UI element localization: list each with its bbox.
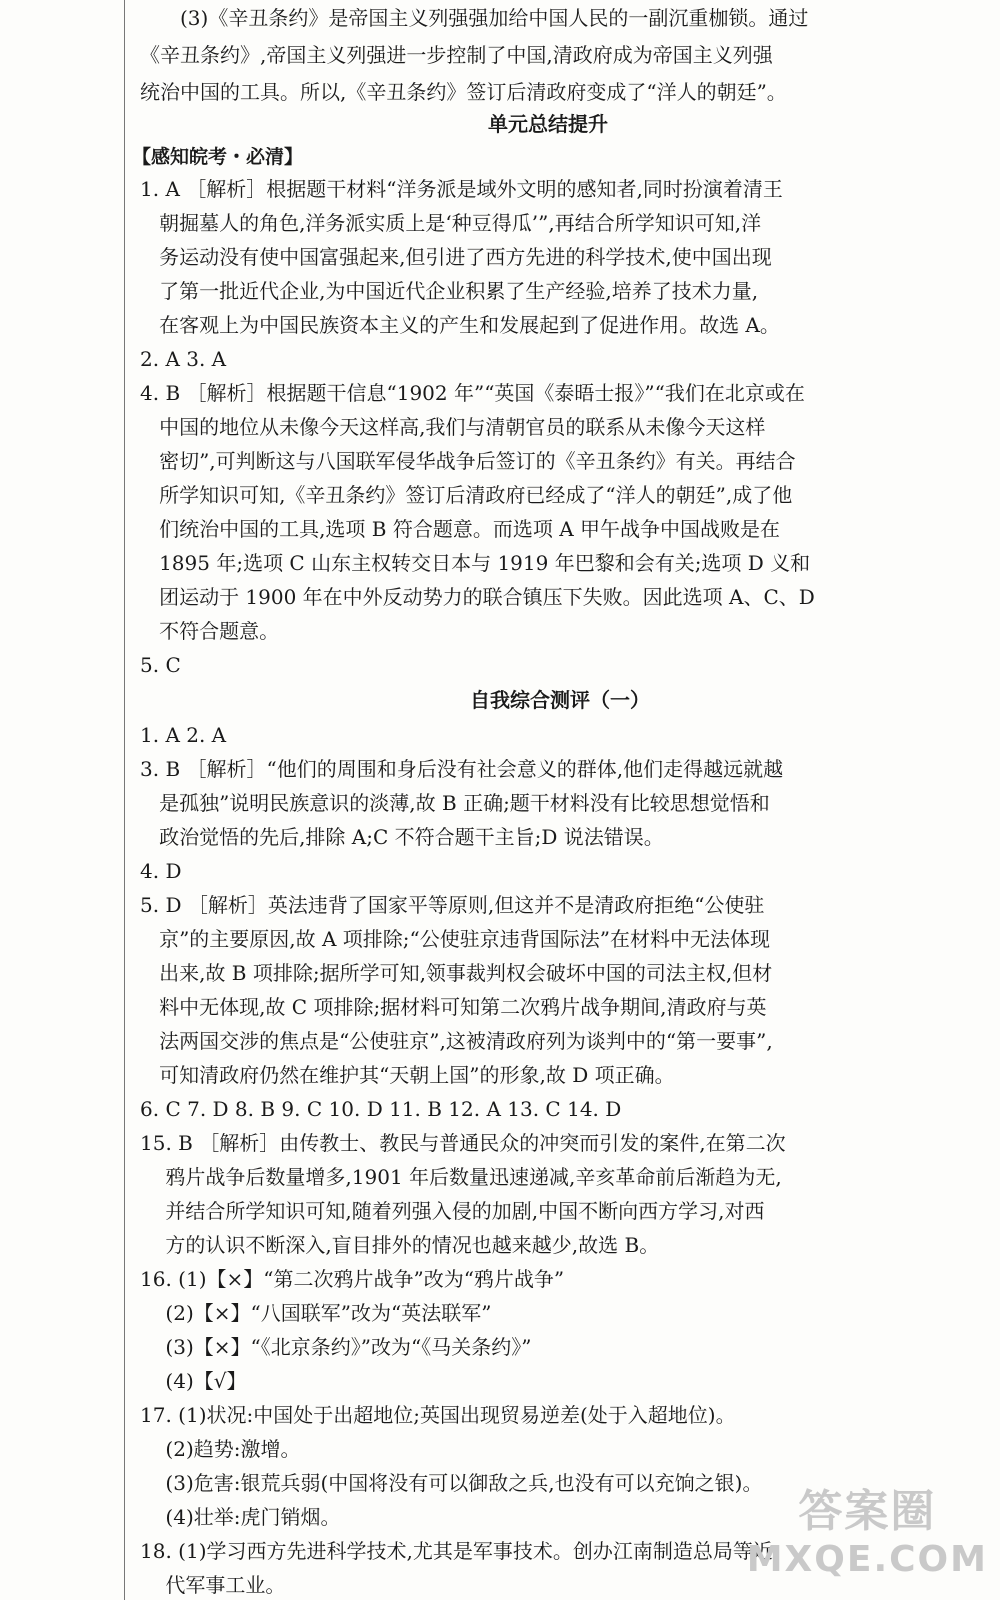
- answer-line: 5. D ［解析］英法违背了国家平等原则,但这并不是清政府拒绝“公使驻: [140, 893, 765, 917]
- watermark-en: MXQE.COM: [746, 1539, 988, 1580]
- answer-line: 5. C: [140, 653, 181, 677]
- answer-line: 1. A ［解析］根据题干材料“洋务派是域外文明的感知者,同时扮演着清王: [140, 177, 783, 201]
- margin-rule: [124, 0, 125, 1600]
- answer-line: 出来,故 B 项排除;据所学可知,领事裁判权会破坏中国的司法主权,但材: [140, 961, 773, 985]
- answer-line: 代军事工业。: [140, 1573, 286, 1597]
- answer-line: (3)危害:银荒兵弱(中国将没有可以御敌之兵,也没有可以充饷之银)。: [140, 1471, 763, 1495]
- answer-line: 朝掘墓人的角色,洋务派实质上是‘种豆得瓜’”,再结合所学知识可知,洋: [140, 211, 762, 235]
- answer-line: 方的认识不断深入,盲目排外的情况也越来越少,故选 B。: [140, 1233, 660, 1257]
- answer-line: 法两国交涉的焦点是“公使驻京”,这被清政府列为谈判中的“第一要事”,: [140, 1029, 773, 1053]
- answer-line: 政治觉悟的先后,排除 A;C 不符合题干主旨;D 说法错误。: [140, 825, 664, 849]
- answer-line: 团运动于 1900 年在中外反动势力的联合镇压下失败。因此选项 A、C、D: [140, 585, 815, 609]
- answer-line: (2)【×】“八国联军”改为“英法联军”: [140, 1301, 492, 1325]
- answer-line: (4)壮举:虎门销烟。: [140, 1505, 341, 1529]
- answer-line: 1895 年;选项 C 山东主权转交日本与 1919 年巴黎和会有关;选项 D 义和: [140, 551, 811, 575]
- watermark-logo: [747, 1475, 988, 1580]
- answer-line: 们统治中国的工具,选项 B 符合题意。而选项 A 甲午战争中国战败是在: [140, 517, 780, 541]
- section-subtitle: 【感知皖考・必清】: [132, 146, 304, 168]
- answer-line: 并结合所学知识可知,随着列强入侵的加剧,中国不断向西方学习,对西: [140, 1199, 765, 1223]
- answer-line: 2. A 3. A: [140, 347, 227, 371]
- section-title-unit-summary: 单元总结提升: [488, 112, 608, 136]
- answer-line: 18. (1)学习西方先进科学技术,尤其是军事技术。创办江南制造总局等近: [140, 1539, 773, 1563]
- answer-line: 6. C 7. D 8. B 9. C 10. D 11. B 12. A 13. C 14. D: [140, 1097, 622, 1121]
- answer-line: 所学知识可知,《辛丑条约》签订后清政府已经成了“洋人的朝廷”,成了他: [140, 483, 793, 507]
- answer-line: 务运动没有使中国富强起来,但引进了西方先进的科学技术,使中国出现: [140, 245, 772, 269]
- answer-line: 料中无体现,故 C 项排除;据材料可知第二次鸦片战争期间,清政府与英: [140, 995, 767, 1019]
- answer-line: (4)【√】: [140, 1369, 247, 1393]
- answer-line: 4. D: [140, 859, 182, 883]
- answer-line: 了第一批近代企业,为中国近代企业积累了生产经验,培养了技术力量,: [140, 279, 759, 303]
- answer-line: 可知清政府仍然在维护其“天朝上国”的形象,故 D 项正确。: [140, 1063, 675, 1087]
- intro-line: 统治中国的工具。所以,《辛丑条约》签订后清政府变成了“洋人的朝廷”。: [140, 80, 787, 104]
- answer-line: 不符合题意。: [140, 619, 280, 643]
- answer-line: 15. B ［解析］由传教士、教民与普通民众的冲突而引发的案件,在第二次: [140, 1131, 786, 1155]
- answer-line: 16. (1)【×】“第二次鸦片战争”改为“鸦片战争”: [140, 1267, 565, 1291]
- intro-line: 《辛丑条约》,帝国主义列强进一步控制了中国,清政府成为帝国主义列强: [140, 43, 773, 67]
- answer-line: (2)趋势:激增。: [140, 1437, 301, 1461]
- answer-line: 4. B ［解析］根据题干信息“1902 年”“英国《泰晤士报》”“我们在北京或在: [140, 381, 805, 405]
- answer-line: 鸦片战争后数量增多,1901 年后数量迅速递减,辛亥革命前后渐趋为无,: [140, 1165, 782, 1189]
- intro-line: (3)《辛丑条约》是帝国主义列强强加给中国人民的一副沉重枷锁。通过: [180, 6, 809, 30]
- watermark-cn: 答案圈: [798, 1486, 937, 1537]
- answer-line: 京”的主要原因,故 A 项排除;“公使驻京违背国际法”在材料中无法体现: [140, 927, 770, 951]
- answer-line: 3. B ［解析］“他们的周围和身后没有社会意义的群体,他们走得越远就越: [140, 757, 784, 781]
- answer-line: 是孤独”说明民族意识的淡薄,故 B 正确;题干材料没有比较思想觉悟和: [140, 791, 770, 815]
- section-title-self-test: 自我综合测评（一）: [470, 688, 650, 712]
- answer-line: 1. A 2. A: [140, 723, 227, 747]
- answer-line: 密切”,可判断这与八国联军侵华战争后签订的《辛丑条约》有关。再结合: [140, 449, 796, 473]
- answer-line: 在客观上为中国民族资本主义的产生和发展起到了促进作用。故选 A。: [140, 313, 780, 337]
- answer-line: (3)【×】“《北京条约》”改为“《马关条约》”: [140, 1335, 532, 1359]
- answer-line: 17. (1)状况:中国处于出超地位;英国出现贸易逆差(处于入超地位)。: [140, 1403, 736, 1427]
- answer-line: 中国的地位从未像今天这样高,我们与清朝官员的联系从未像今天这样: [140, 415, 766, 439]
